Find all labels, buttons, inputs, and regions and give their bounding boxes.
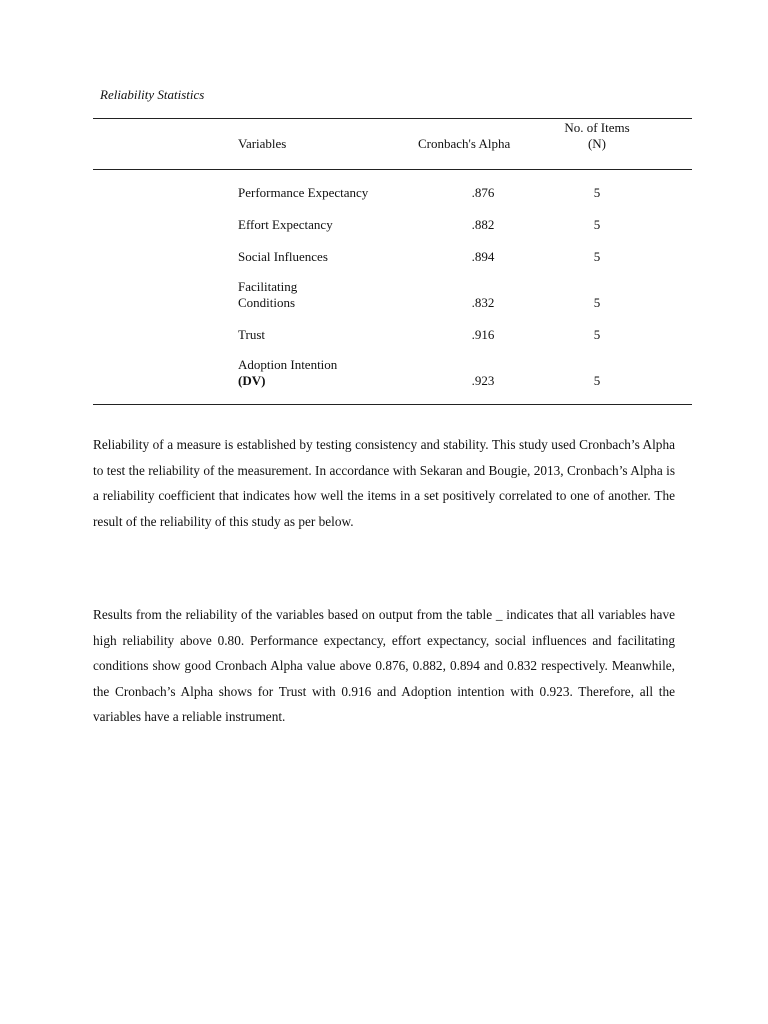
- header-items-line1: No. of Items: [564, 120, 630, 135]
- table-row: [0, 249, 768, 265]
- body-paragraph-2: Results from the reliability of the variables based on output from the table _ indicates that all variables have high reliability above 0.80. Performance expectancy, effort expectancy, social influences and facilitating conditions show good Cronbach Alpha value above 0.876, 0.882, 0.894 and 0.832 respectively. Meanwhile, the Cronbach’s Alpha shows for Trust with 0.916 and Adoption intention with 0.923. Therefore, all the variables have a reliable instrument.: [93, 607, 675, 724]
- table-top-rule: [93, 118, 692, 119]
- variable-name-line1: Social Influences: [238, 249, 328, 264]
- header-variables: Variables: [238, 136, 287, 151]
- variable-name: [238, 185, 398, 201]
- table-row: [0, 217, 768, 233]
- header-cronbach-alpha: Cronbach's Alpha: [418, 136, 511, 151]
- table-row: [0, 185, 768, 201]
- table-header-rule: [93, 169, 692, 170]
- items-count: 5: [593, 327, 601, 342]
- cronbach-alpha-value: .894: [471, 249, 495, 264]
- variable-name-line2: (DV): [238, 373, 266, 388]
- table-row: [0, 327, 768, 343]
- table-caption: Reliability Statistics: [100, 87, 205, 102]
- variable-name-line1: Effort Expectancy: [238, 217, 333, 232]
- variable-name: [238, 279, 398, 311]
- items-count: 5: [593, 373, 601, 388]
- table-row: [0, 279, 768, 311]
- items-count: 5: [593, 185, 601, 200]
- header-items-line2: (N): [587, 136, 607, 151]
- items-count: 5: [593, 217, 601, 232]
- cronbach-alpha-value: .832: [471, 295, 495, 310]
- variable-name: [238, 249, 398, 265]
- items-count: 5: [593, 295, 601, 310]
- header-no-of-items: [552, 120, 642, 152]
- cronbach-alpha-value: .916: [471, 327, 495, 342]
- table-bottom-rule: [93, 404, 692, 405]
- cronbach-alpha-value: .882: [471, 217, 495, 232]
- variable-name-line1: Trust: [238, 327, 265, 342]
- variable-name: [238, 357, 398, 389]
- table-row: [0, 357, 768, 389]
- variable-name: [238, 217, 398, 233]
- cronbach-alpha-value: .923: [471, 373, 495, 388]
- cronbach-alpha-value: .876: [471, 185, 495, 200]
- body-paragraph-1: Reliability of a measure is established by testing consistency and stability. This study used Cronbach’s Alpha to test the reliability of the measurement. In accordance with Sekaran and Bougie, 2013, Cronbach’s Alpha is a reliability coefficient that indicates how well the items in a set positively correlated to one of another. The result of the reliability of this study as per below.: [93, 437, 675, 529]
- variable-name: [238, 327, 398, 343]
- variable-name-line2: Conditions: [238, 295, 296, 310]
- variable-name-line1: Facilitating: [238, 279, 298, 294]
- variable-name-line1: Adoption Intention: [238, 357, 338, 372]
- items-count: 5: [593, 249, 601, 264]
- variable-name-line1: Performance Expectancy: [238, 185, 369, 200]
